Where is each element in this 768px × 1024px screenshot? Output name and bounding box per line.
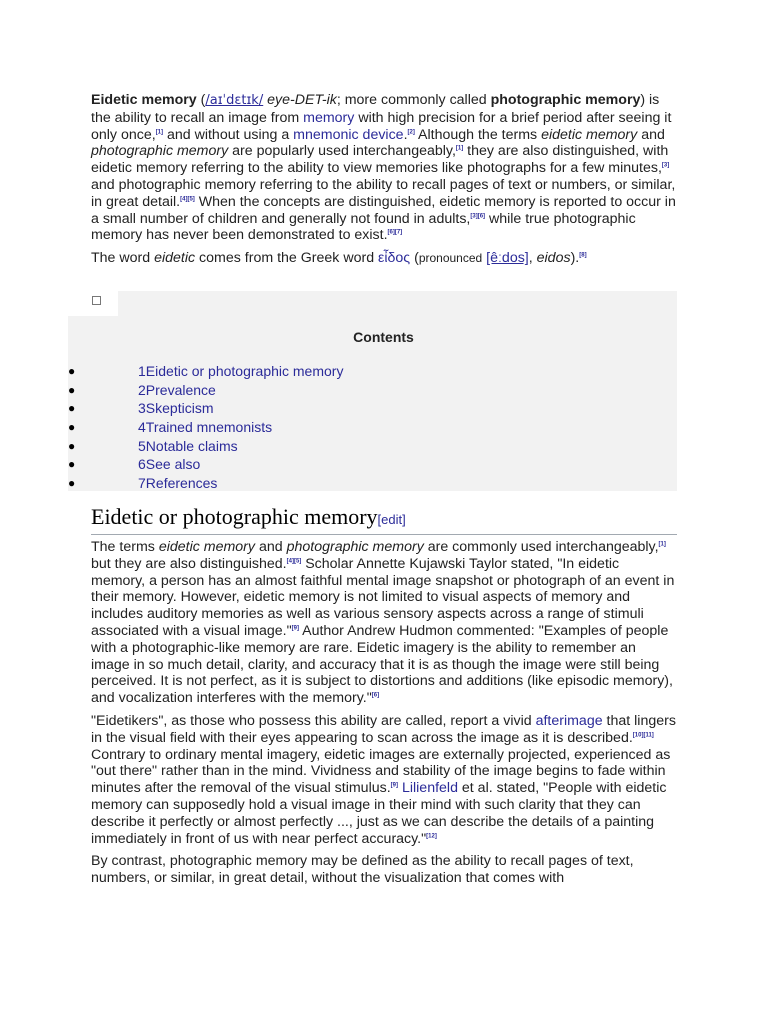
toc-item[interactable]: ● 3Skepticism: [68, 400, 214, 417]
bullet-icon: ●: [68, 476, 76, 491]
bullet-icon: ●: [68, 382, 76, 397]
section-paragraph: By contrast, photographic memory may be defined as the ability to recall pages of text, numbers, or similar, in great detail, without the visualization that comes with: [91, 853, 634, 887]
ref-link[interactable]: [10][11]: [632, 732, 654, 739]
etymology-paragraph: The word eidetic comes from the Greek word εἶδος (pronounced [êːdos], eidos).[8]: [91, 250, 587, 267]
toc-item[interactable]: ● 7References: [68, 475, 218, 492]
ref-link[interactable]: [2]: [407, 128, 415, 135]
toc-item[interactable]: ● 5Notable claims: [68, 437, 238, 454]
ref-link[interactable]: [1]: [658, 541, 666, 548]
ipa-link[interactable]: /aɪˈdɛtɪk/: [205, 93, 264, 108]
greek-word-link[interactable]: εἶδος: [378, 250, 411, 267]
pronounced-label: pronounced: [418, 251, 483, 266]
bullet-icon: ●: [68, 457, 76, 472]
ref-link[interactable]: [3][6]: [470, 212, 486, 219]
section-body: [91, 539, 677, 893]
toc-item[interactable]: ● 6See also: [68, 456, 201, 473]
term-bold: Eidetic memory: [91, 92, 197, 108]
ref-link[interactable]: [9]: [291, 625, 299, 632]
ref-link[interactable]: [6]: [371, 692, 380, 699]
section-paragraph: "Eidetikers", as those who possess this ability are called, report a vivid afterimage that lingers in the visual field with their eyes appearing to scan across the image as it is described.[10][11] Contrary to ordinary mental imagery, eidetic images are externally projected, experienced as "out there" rather than in the mind. Vividness and stability of the image begins to fade within minutes after the removal of the visual stimulus.[9] Lilienfeld et al. stated, "People with eidetic memory can supposedly hold a visual image in their mind with such clarity that they can describe it perfectly or almost perfectly ..., just as we can describe the details of a painting immediately in front of us with near perfect accuracy."[12]: [91, 712, 676, 847]
intro-paragraph: Eidetic memory (/aɪˈdɛtɪk/ eye-DET-ik; more commonly called photographic memory) is the ability to recall an image from memory with high precision for a brief period after seeing it only once,[1] and without using a mnemonic device.[2] Although the terms eidetic memory and photographic memory are popularly used interchangeably,[1] they are also distinguished, with eidetic memory referring to the ability to view memories like photographs for a few minutes,[3] and photographic memory referring to the ability to recall pages of text or numbers, or similar, in great detail.[4][5] When the concepts are distinguished, eidetic memory is reported to occur in a small number of children and generally not found in adults,[3][6] while true photographic memory has never been demonstrated to exist.[6][7]: [91, 92, 676, 244]
toc-item[interactable]: ● 4Trained mnemonists: [68, 419, 273, 436]
ref-link[interactable]: [1]: [455, 145, 464, 152]
memory-link[interactable]: memory: [303, 109, 355, 126]
section-paragraph: The terms eidetic memory and photographic memory are commonly used interchangeably,[1] but they are also distinguished.[4][5] Scholar Annette Kujawski Taylor stated, "In eidetic memory, a person has an almost faithful mental image snapshot or photograph of an event in their memory. However, eidetic memory is not limited to visual aspects of memory and includes auditory memories as well as various sensory aspects across a range of stimuli associated with a visual image."[9] Author Andrew Hudmon commented: "Examples of people with a photographic-like memory are rare. Eidetic imagery is the ability to remember an image in so much detail, clarity, and accuracy that it is as though the image were still being perceived. It is not perfect, as it is subject to distortions and additions (like episodic memory), and vocalization interferes with the memory."[6]: [91, 539, 675, 707]
mnemonic-device-link[interactable]: mnemonic device: [293, 126, 404, 143]
toc-title: Contents: [353, 329, 414, 345]
ref-link[interactable]: [1]: [155, 128, 164, 135]
ipa-link[interactable]: [êːdos]: [486, 250, 529, 267]
toc-list: [68, 362, 677, 493]
toc-item[interactable]: ● 1Eidetic or photographic memory: [68, 363, 344, 379]
toc-item[interactable]: ● 2Prevalence: [68, 381, 216, 398]
edit-link[interactable]: [edit]: [377, 512, 406, 527]
bullet-icon: ●: [68, 438, 76, 453]
ref-link[interactable]: [4][5]: [286, 558, 302, 565]
bullet-icon: ●: [68, 420, 76, 435]
ref-link[interactable]: [9]: [390, 782, 398, 789]
ref-link[interactable]: [8]: [579, 252, 587, 259]
toc-toggle-checkbox[interactable]: [92, 296, 101, 305]
bullet-icon: ●: [68, 364, 76, 378]
ref-link[interactable]: [4][5]: [180, 196, 195, 203]
respelling: eye-DET-ik: [267, 92, 337, 108]
lilienfeld-link[interactable]: Lilienfeld: [401, 780, 458, 797]
alt-term-bold: photographic memory: [490, 92, 641, 108]
ref-link[interactable]: [12]: [426, 832, 437, 839]
ref-link[interactable]: [3]: [661, 162, 670, 169]
ref-link[interactable]: [6][7]: [387, 229, 403, 236]
transliteration: eidos: [536, 250, 571, 267]
section-heading: Eidetic or photographic memory[edit]: [91, 504, 677, 535]
article-lead: [91, 92, 677, 273]
afterimage-link[interactable]: afterimage: [535, 712, 603, 729]
bullet-icon: ●: [68, 401, 76, 416]
